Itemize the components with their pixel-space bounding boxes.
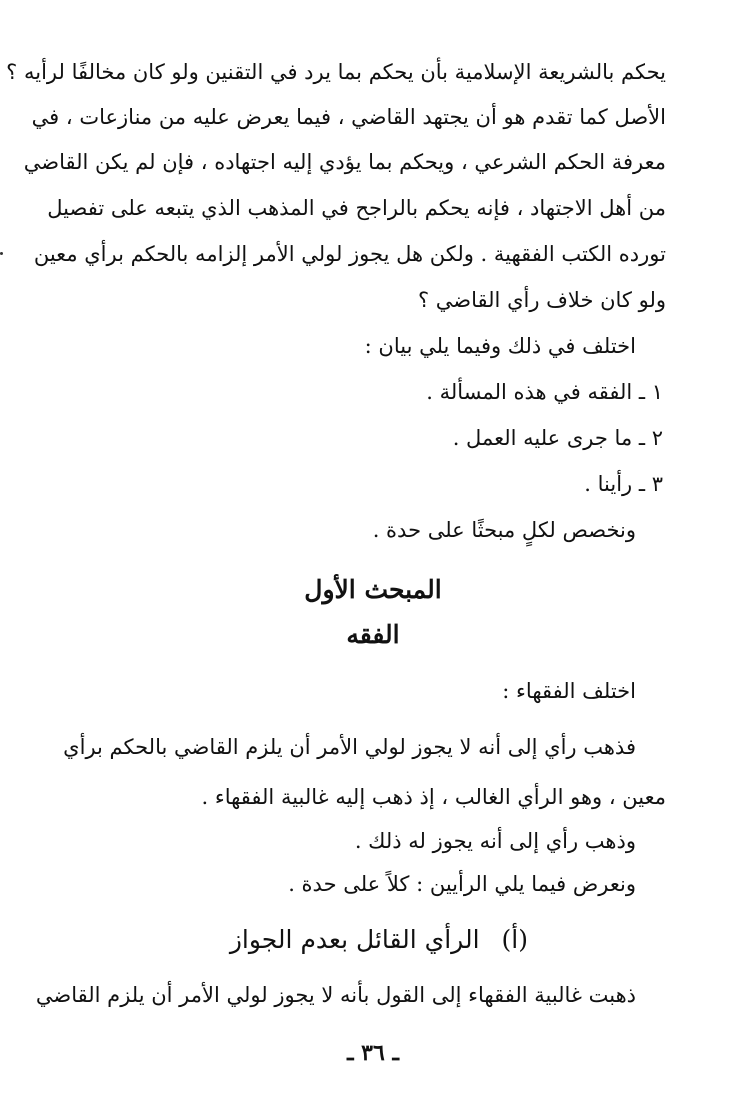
paragraph-line: فذهب رأي إلى أنه لا يجوز لولي الأمر أن يلزم القاضي بالحكم برأي bbox=[63, 735, 636, 759]
page-number: ـ ٣٦ ـ bbox=[347, 1040, 399, 1066]
subsection-heading bbox=[230, 922, 528, 958]
paragraph-line: تورده الكتب الفقهية . ولكن هل يجوز لولي الأمر إلزامه بالحكم برأي معين bbox=[33, 242, 666, 266]
paragraph-line: معرفة الحكم الشرعي ، ويحكم بما يؤدي إليه اجتهاده ، فإن لم يكن القاضي bbox=[23, 150, 666, 174]
intro-line: اختلف في ذلك وفيما يلي بيان : bbox=[364, 334, 636, 358]
paragraph-line: من أهل الاجتهاد ، فإنه يحكم بالراجح في المذهب الذي يتبعه على تفصيل bbox=[47, 196, 666, 220]
subsection-title: الرأي القائل بعدم الجواز bbox=[229, 925, 480, 954]
list-item: ١ ـ الفقه في هذه المسألة . bbox=[426, 380, 663, 404]
margin-mark bbox=[0, 252, 3, 255]
subsection-marker: (أ) bbox=[501, 925, 528, 954]
section-subheading: الفقه bbox=[346, 620, 400, 649]
paragraph-line: الأصل كما تقدم هو أن يجتهد القاضي ، فيما يعرض عليه من منازعات ، في bbox=[31, 105, 666, 129]
paragraph-line: يحكم بالشريعة الإسلامية بأن يحكم بما يرد في التقنين ولو كان مخالفًا لرأيه ؟ bbox=[6, 60, 666, 84]
section-heading: المبحث الأول bbox=[304, 575, 442, 604]
closing-line: ونخصص لكلٍ مبحثًا على حدة . bbox=[372, 518, 636, 542]
list-item: ٢ ـ ما جرى عليه العمل . bbox=[452, 426, 663, 450]
scholars-differ-line: اختلف الفقهاء : bbox=[502, 679, 636, 703]
paragraph-line: معين ، وهو الرأي الغالب ، إذ ذهب إليه غالبية الفقهاء . bbox=[201, 785, 666, 809]
paragraph-line: ولو كان خلاف رأي القاضي ؟ bbox=[417, 288, 666, 312]
list-item: ٣ ـ رأينا . bbox=[584, 472, 663, 496]
present-both-line: ونعرض فيما يلي الرأيين : كلاً على حدة . bbox=[288, 872, 636, 896]
opinion-line: وذهب رأي إلى أنه يجوز له ذلك . bbox=[354, 829, 636, 853]
paragraph-line: ذهبت غالبية الفقهاء إلى القول بأنه لا يجوز لولي الأمر أن يلزم القاضي bbox=[35, 983, 636, 1007]
